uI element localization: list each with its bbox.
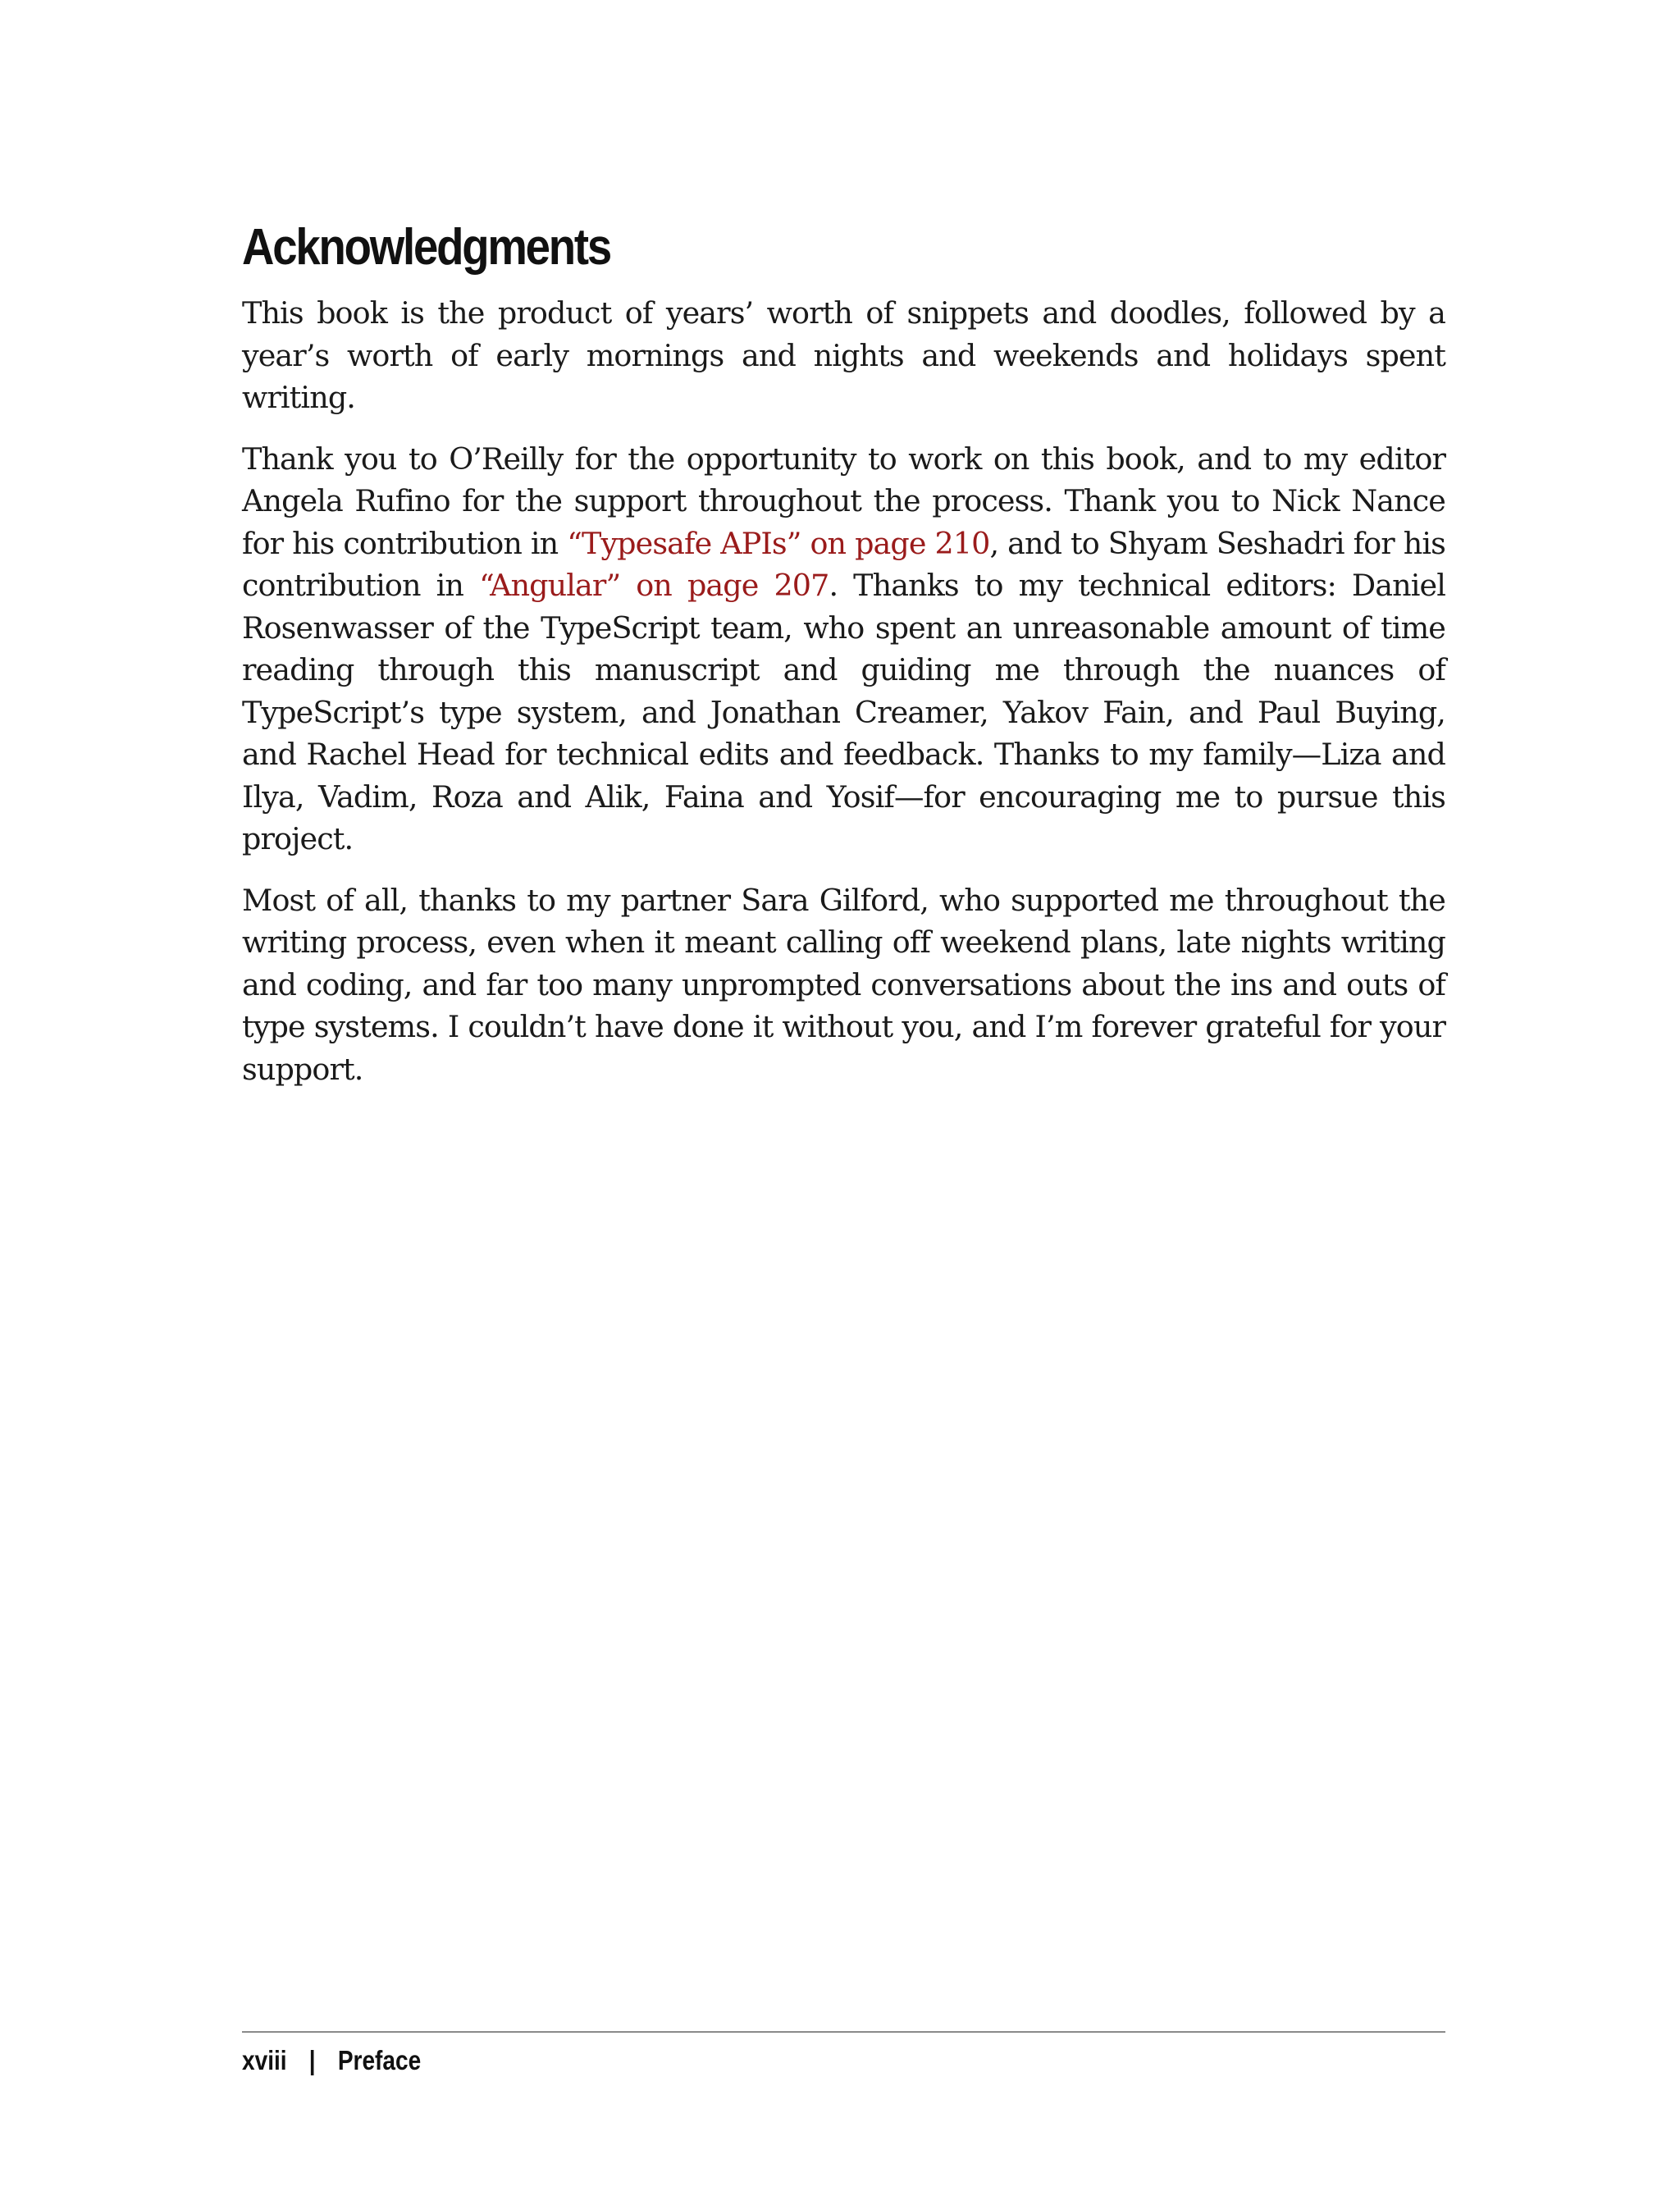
paragraph-intro: This book is the product of years’ worth of snippets and doodles, followed by a year’s worth of early mornings and nights and weekends and holidays spent writing. — [242, 295, 1445, 415]
page-content — [242, 215, 1445, 1109]
paragraph-thanks — [242, 438, 1445, 861]
section-name: Preface — [337, 2045, 422, 2075]
cross-reference-angular[interactable]: “Angular” on page 207 — [479, 568, 829, 603]
footer-separator: | — [308, 2045, 316, 2075]
page-number: xviii — [242, 2045, 287, 2075]
paragraph-thanks-text-1: Thank you to O’Reilly for the opportunity to work on this book, and to my editor Angela Rufino for the support throughout the process. Thank you to Nick Nance for his contribution in — [242, 441, 1445, 561]
paragraph-thanks-text-2: , and to Shyam Seshadri for his contribution in — [242, 525, 1445, 603]
paragraph-thanks-text-3: . Thanks to my technical editors: Daniel Rosenwasser of the TypeScript team, who spent an unreasonable amount of time reading through this manuscript and guiding me through the nuances of TypeScript’s type system, and Jonathan Creamer, Yakov Fain, and Paul Buying, and Rachel Head for technical edits and feedback. Thanks to my family—Liza and Ilya, Vadim, Roza and Alik, Faina and Yosif—for encouraging me to pursue this project. — [242, 568, 1445, 856]
paragraph-partner: Most of all, thanks to my partner Sara Gilford, who supported me throughout the writing process, even when it meant calling off weekend plans, late nights writing and coding, and far too many unprompted conversations about the ins and outs of type systems. I couldn’t have done it without you, and I’m forever grateful for your support. — [242, 882, 1445, 1087]
section-heading: Acknowledgments — [242, 219, 611, 276]
page-footer — [242, 2040, 421, 2081]
footer-divider — [242, 2031, 1445, 2033]
cross-reference-typesafe-apis[interactable]: “Typesafe APIs” on page 210 — [567, 525, 990, 561]
